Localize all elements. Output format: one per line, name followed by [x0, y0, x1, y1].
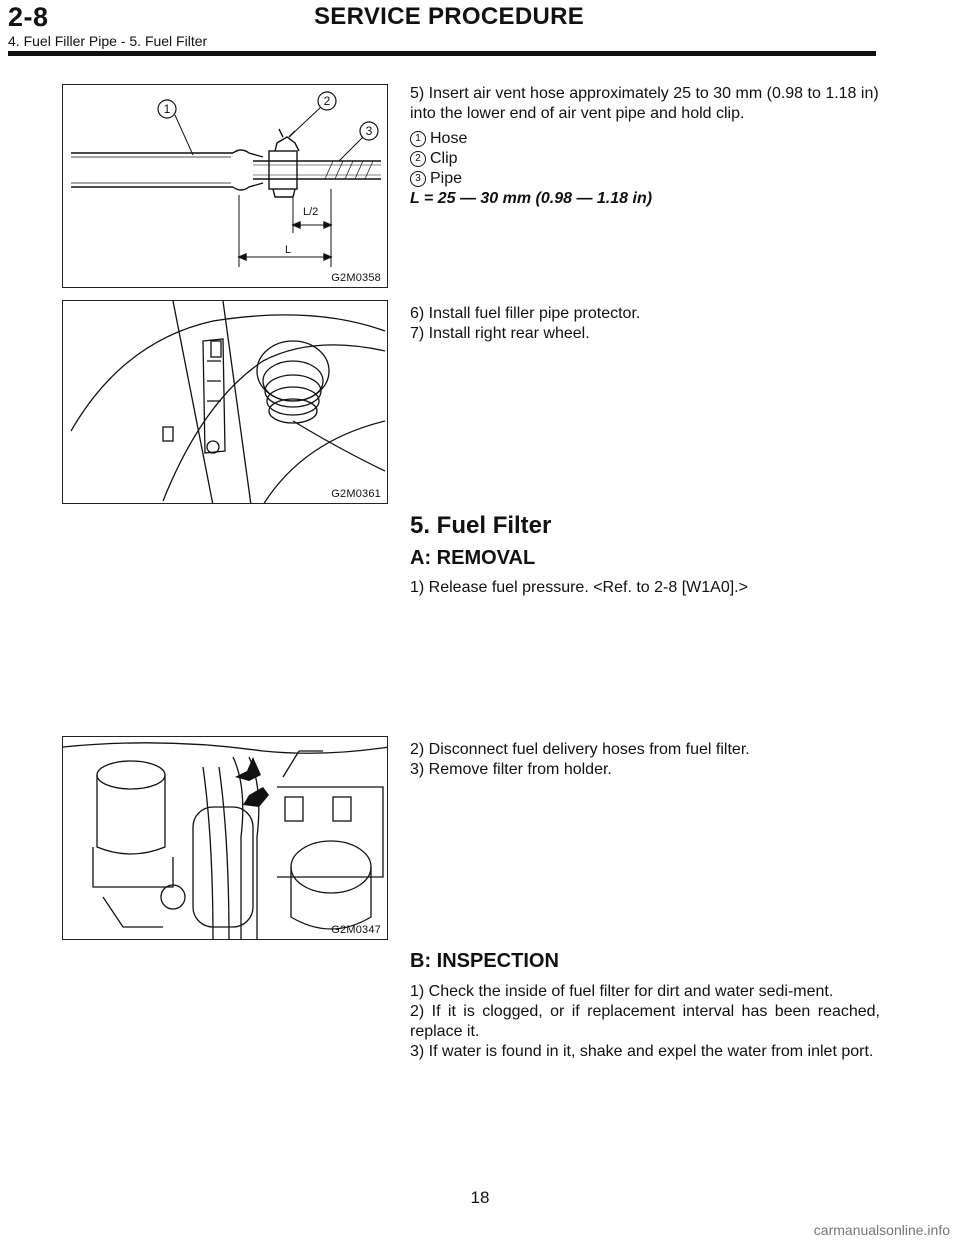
inspection-step-3: 3) If water is found in it, shake and expel the water from inlet port.: [410, 1043, 874, 1060]
fuel-filter-drawing: [63, 737, 388, 940]
section-heading-fuel-filter: 5. Fuel Filter: [410, 512, 552, 539]
figure-fuel-filter-location: [62, 736, 388, 940]
watermark: carmanualsonline.info: [813, 1222, 950, 1238]
callout-1: 1: [163, 102, 171, 116]
figure-hose-clip-diagram: [62, 84, 388, 288]
figure-filler-pipe-protector: [62, 300, 388, 504]
legend-label: Pipe: [430, 170, 463, 187]
removal-step-2: 2) Disconnect fuel delivery hoses from fuel filter.: [410, 741, 750, 758]
figure-id: G2M0361: [331, 488, 381, 500]
callout-2: 2: [323, 94, 331, 108]
subheading-inspection: B: INSPECTION: [410, 950, 559, 972]
step-5-block: [410, 84, 880, 209]
filler-pipe-drawing: [63, 301, 388, 504]
callout-3: 3: [365, 124, 373, 138]
hose-clip-drawing: [63, 85, 388, 288]
length-spec: L = 25 — 30 mm (0.98 — 1.18 in): [410, 190, 653, 207]
legend-number: 3: [410, 171, 426, 187]
legend-item: [410, 169, 880, 189]
step-5-text: 5) Insert air vent hose approximately 25 to 30 mm (0.98 to 1.18 in) into the lower end of air vent pipe and hold clip.: [410, 85, 879, 122]
inspection-step-1: 1) Check the inside of fuel filter for dirt and water sedi-ment.: [410, 983, 834, 1000]
legend-list: [410, 129, 880, 189]
removal-step-3: 3) Remove filter from holder.: [410, 761, 612, 778]
legend-label: Clip: [430, 150, 458, 167]
dimension-half-label: L/2: [303, 206, 319, 218]
step-6-text: 6) Install fuel filler pipe protector.: [410, 305, 641, 322]
inspection-steps: [410, 982, 880, 1062]
page-number: 18: [470, 1188, 490, 1207]
legend-number: 2: [410, 151, 426, 167]
legend-label: Hose: [430, 130, 468, 147]
figure-id: G2M0358: [331, 272, 381, 284]
steps-6-7-block: [410, 304, 880, 344]
figure-id: G2M0347: [331, 924, 381, 936]
removal-step-1: 1) Release fuel pressure. <Ref. to 2-8 [W1A0].>: [410, 579, 748, 596]
legend-item: [410, 129, 880, 149]
legend-item: [410, 149, 880, 169]
dimension-full-label: L: [285, 244, 292, 256]
subheading-removal: A: REMOVAL: [410, 547, 536, 569]
inspection-step-2: 2) If it is clogged, or if replacement interval has been reached, replace it.: [410, 1003, 880, 1040]
legend-number: 1: [410, 131, 426, 147]
page-subtitle: 4. Fuel Filler Pipe - 5. Fuel Filter: [8, 33, 208, 49]
page-title: SERVICE PROCEDURE: [314, 3, 585, 30]
header-rule: [8, 51, 876, 56]
section-number: 2-8: [8, 2, 49, 32]
step-7-text: 7) Install right rear wheel.: [410, 325, 590, 342]
removal-steps-2-3: [410, 740, 880, 780]
